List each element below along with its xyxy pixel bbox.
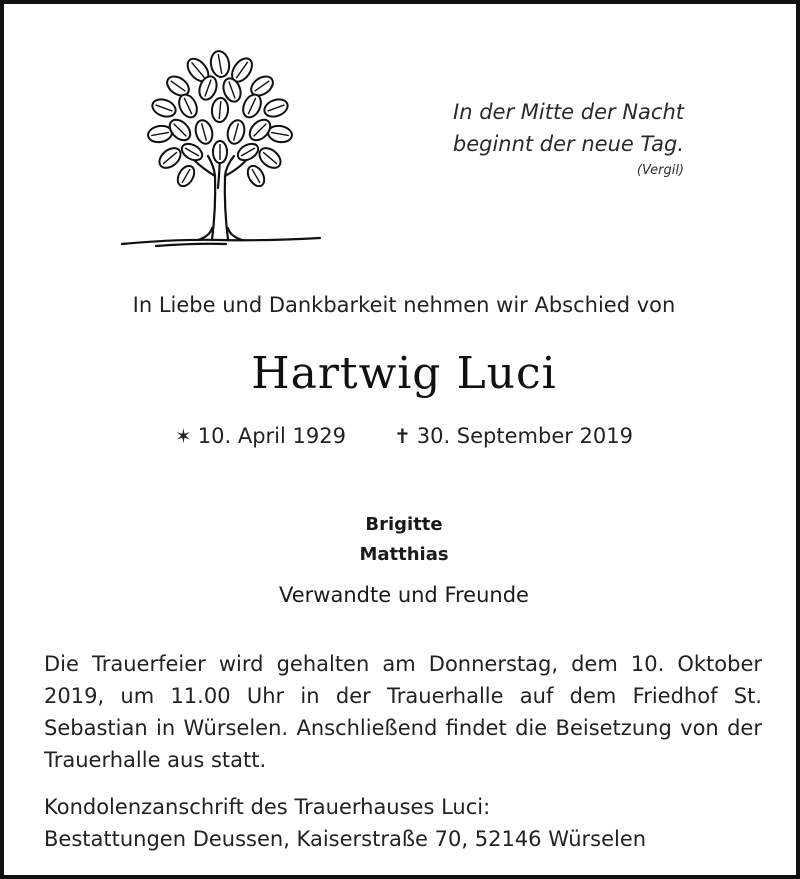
mourner-others: Verwandte und Freunde: [279, 583, 529, 607]
life-dates: [4, 424, 800, 448]
mourner-name-1: Brigitte: [365, 514, 443, 535]
mourner-name-2: Matthias: [359, 544, 449, 565]
birth-star-icon: ✶: [175, 424, 192, 448]
tree-icon: [116, 48, 326, 254]
contact-block: [44, 791, 762, 855]
birth-date: 10. April 1929: [197, 424, 346, 448]
death-cross-icon: ✝: [393, 424, 411, 448]
death-date: 30. September 2019: [416, 424, 633, 448]
contact-line-2: Bestattungen Deussen, Kaiserstraße 70, 52146 Würselen: [44, 827, 647, 851]
quote: [364, 96, 684, 180]
contact-line-1: Kondolenzanschrift des Trauerhauses Luci:: [44, 795, 491, 819]
mourners: [4, 510, 800, 612]
intro-text: In Liebe und Dankbarkeit nehmen wir Abschied von: [132, 293, 676, 317]
quote-line-1: In der Mitte der Nacht: [453, 100, 684, 124]
quote-line-2: beginnt der neue Tag.: [452, 132, 684, 156]
deceased-name: Hartwig Luci: [251, 348, 557, 399]
quote-author: (Vergil): [636, 163, 684, 178]
ceremony-text: Die Trauerfeier wird gehalten am Donnerstag, dem 10. Oktober 2019, um 11.00 Uhr in der Trauerhalle auf dem Friedhof St. Sebastian in Würselen. Anschließend findet die Beisetzung von der Trauerhalle aus statt.: [44, 652, 762, 772]
